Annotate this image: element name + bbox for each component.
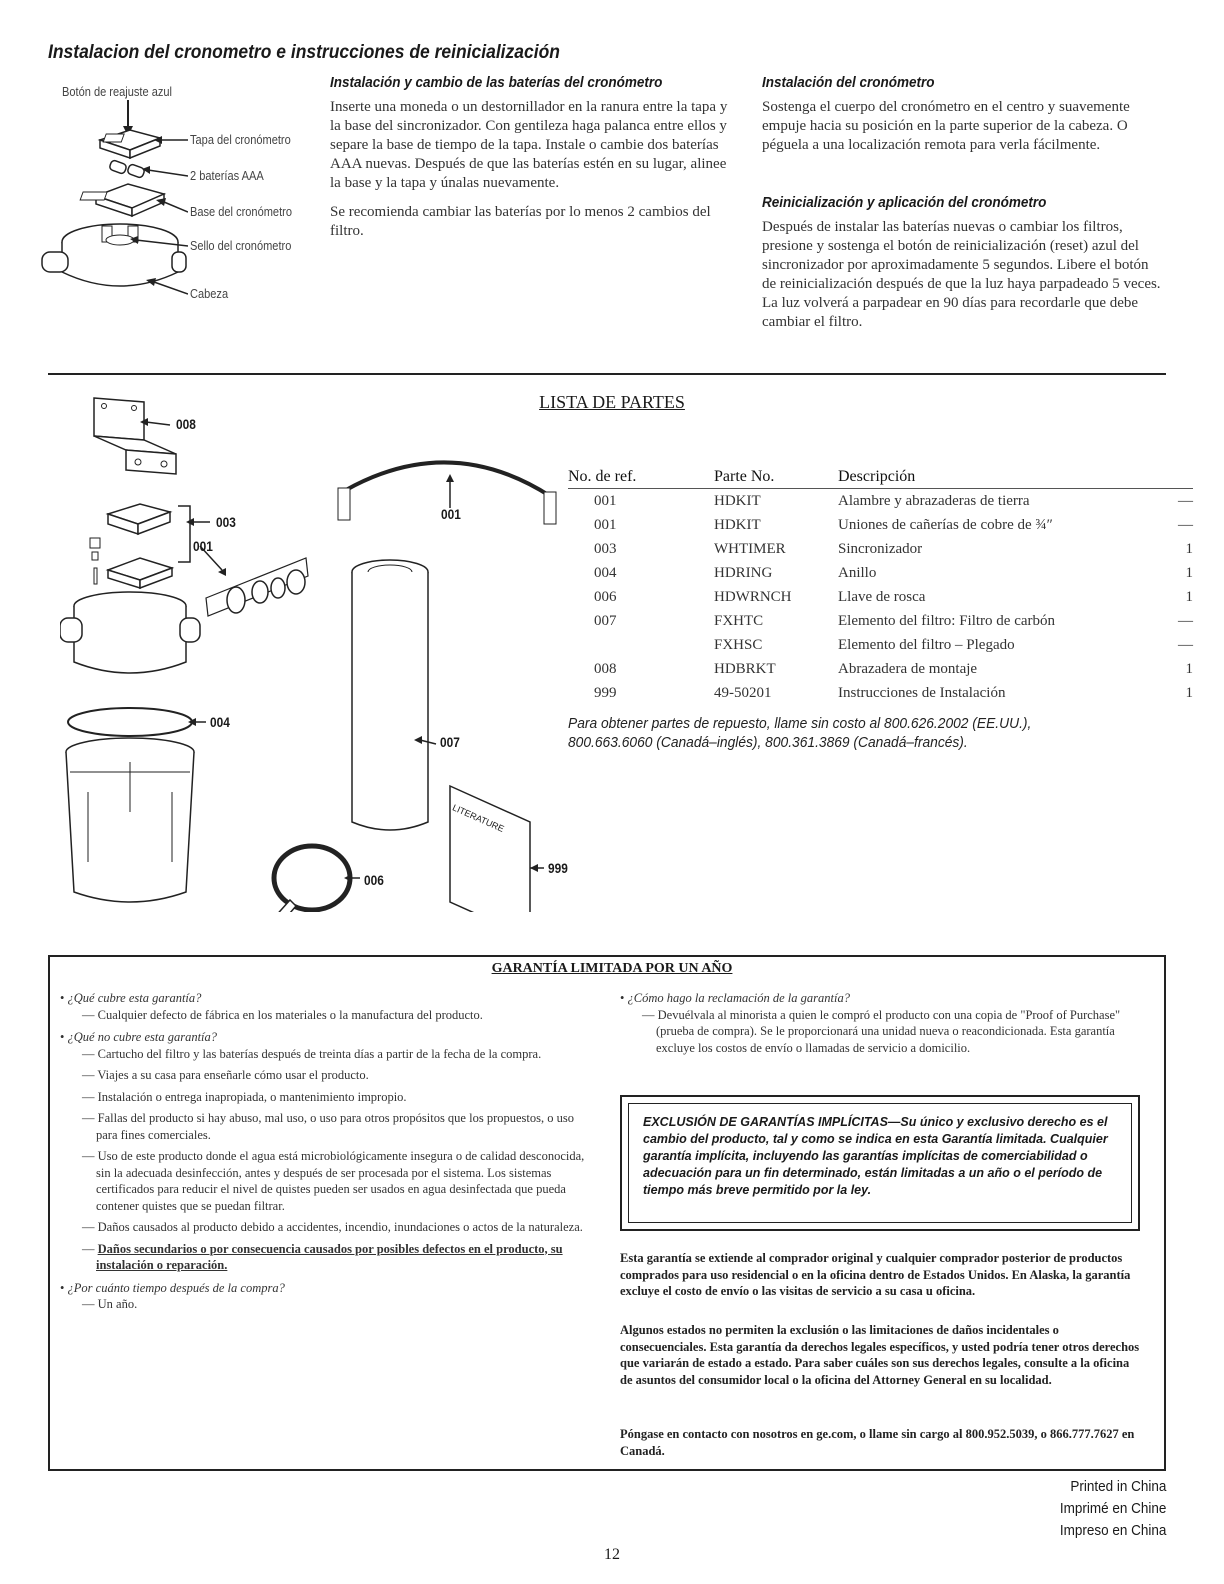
ref-no: 008 [594,660,617,677]
warranty-a4: — Devuélvala al minorista a quien le compró el producto con una copia de "Proof of Purchase"(prueba de compra). Se le proporcionará una unidad nueva o reacondicionada. Esta garantía excluye los costos de envío o llamadas de servicio a domicilio. [642,1007,1121,1055]
warranty-left-column [60,990,590,1313]
description: Uniones de cañerías de cobre de ¾″ [838,516,1053,533]
callout-004: 004 [210,714,230,730]
battery-section-text [330,98,740,241]
not-covered-item: — Instalación o entrega inapropiada, o mantenimiento impropio. [82,1089,407,1104]
qty: — [1178,612,1193,629]
qty: 1 [1185,660,1193,677]
header-ref-no: No. de ref. [568,468,714,489]
page-number: 12 [604,1546,620,1563]
part-no: HDRING [714,564,773,581]
ref-no: 999 [594,684,617,701]
parts-exploded-drawing [60,392,600,912]
table-row [568,489,1193,514]
callout-006: 006 [364,872,384,888]
table-row [568,585,1193,609]
table-row [568,537,1193,561]
timer-install-text: Sostenga el cuerpo del cronómetro en el centro y suavemente empuje hacia su posición en la parte superior de la cabeza. O péguela a una localización remota para verla fácilmente. [762,99,1130,153]
label-batteries: 2 baterías AAA [190,168,264,183]
table-row [568,609,1193,633]
timer-install-heading: Instalación del cronómetro [762,74,935,91]
callout-008: 008 [176,416,196,432]
implied-warranty-exclusion-box [620,1095,1140,1231]
timer-base-drawing [80,184,164,216]
callout-003: 003 [216,514,236,530]
warranty-a1: — Cualquier defecto de fábrica en los materiales o la manufactura del producto. [82,1007,483,1022]
not-covered-item: — Cartucho del filtro y las baterías después de treinta días a partir de la fecha de la compra. [82,1046,542,1061]
ref-no: 006 [594,588,617,605]
printed-in-notice [1059,1476,1166,1542]
not-covered-item: — Fallas del producto si hay abuso, mal uso, o uso para otros propósitos que los propuestos, o uso para fines comerciales. [82,1111,574,1142]
table-row [568,681,1193,705]
part-no: HDBRKT [714,660,776,677]
table-row [568,633,1193,657]
description: Abrazadera de montaje [838,660,978,677]
filter-head-drawing [42,224,186,286]
qty: 1 [1185,588,1193,605]
label-reset-button: Botón de reajuste azul [62,84,172,99]
not-covered-item: — Uso de este producto donde el agua está microbiológicamente insegura o de calidad desconocida, sin la adecuada desinfección, antes y después de ser procesada por el sistema. Los sistemas certificados para reducir el nivel de quistes pueden ser usados en agua desinfectada que pueda contener quistes que se puedan filtrar. [82,1149,585,1213]
ref-no: 001 [594,492,617,509]
description: Llave de rosca [838,588,926,605]
battery-para-2: Se recomienda cambiar las baterías por lo menos 2 cambios del filtro. [330,204,711,239]
bullet-icon: • [60,1280,68,1295]
section-divider [48,373,1166,375]
bullet-icon: • [60,991,68,1005]
description: Anillo [838,564,877,581]
page-title: Instalacion del cronometro e instrucciones de reinicialización [48,42,560,63]
warranty-right-column [620,990,1140,1056]
label-head: Cabeza [190,286,229,301]
filter-sump-drawing [66,738,194,902]
warranty-q1: ¿Qué cubre esta garantía? [67,991,202,1005]
qty: 1 [1185,540,1193,557]
printed-en: Printed in China [1069,1478,1166,1495]
ref-no: 003 [594,540,617,557]
exclusion-text: —Su único y exclusivo derecho es el cambio del producto, tal y como se indica en esta Garantía limitada. Cualquier garantía implícita, incluyendo las garantías implícitas de comerciabilidad o adecuación para un fin determinado, están limitadas a un año o el período de tiempo más breve permitido por la ley. [643,1115,1108,1197]
description: Instrucciones de Instalación [838,684,1006,701]
part-no: 49-50201 [714,684,772,701]
header-part-no: Parte No. [714,468,838,489]
timer-cap-drawing [100,130,160,158]
filter-cartridge-drawing [352,560,436,830]
part-no: HDWRNCH [714,588,792,605]
qty: — [1178,516,1193,533]
callout-001-fittings: 001 [193,538,213,554]
description: Elemento del filtro: Filtro de carbón [838,612,1056,629]
ref-no: 007 [594,612,617,629]
part-no: WHTIMER [714,540,786,557]
warranty-contact-text: Póngase en contacto con nosotros en ge.com, o llame sin cargo al 800.952.5039, o 866.777.7627 en Canadá. [620,1427,1135,1458]
reset-section-text: Después de instalar las baterías nuevas o cambiar los filtros, presione y sostenga el botón de reinicialización (reset) azul del sincronizador por aproximadamente 5 segundos. Libere el botón de reinicialización después de que la luz haya parpadeado 5 veces. La luz volverá a parpadear en 90 días para recordarle que debe cambiar el filtro. [762,219,1161,330]
exclusion-title: EXCLUSIÓN DE GARANTÍAS IMPLÍCITAS [643,1115,888,1129]
timer-drawing [90,504,210,588]
warranty-extends-text: Esta garantía se extiende al comprador original y cualquier comprador posterior de productos comprados para uso residencial o en la oficina dentro de Estados Unidos. En Alaska, la garantía excluye el costo de envío o las visitas de servicio a su casa u oficina. [620,1251,1131,1298]
qty: 1 [1185,684,1193,701]
qty: — [1178,636,1193,653]
not-covered-item: — Viajes a su casa para enseñarle cómo usar el producto. [82,1068,369,1082]
warranty-q4: ¿Cómo hago la reclamación de la garantía? [627,991,850,1005]
warranty-states-text: Algunos estados no permiten la exclusión o las limitaciones de daños incidentales o consecuenciales. Esta garantía da derechos legales específicos, y usted podría tener otros derechos que variarán de estado a estado. Para saber cuáles son sus derechos legales, consulte a la oficina de asuntos del consumidor local o la oficina del Attorney General en su localidad. [620,1323,1140,1387]
ref-no: 004 [594,564,617,581]
label-timer-cap: Tapa del cronómetro [190,132,291,147]
label-timer-seal: Sello del cronómetro [190,238,292,253]
part-no: FXHTC [714,612,764,629]
part-no: HDKIT [714,492,761,509]
copper-fittings-drawing [200,546,308,616]
qty: — [1178,492,1193,509]
part-no: FXHSC [714,636,763,653]
battery-section-heading: Instalación y cambio de las baterías del cronómetro [330,74,663,91]
printed-es: Impreso en China [1059,1522,1166,1539]
qty: 1 [1185,564,1193,581]
part-no: HDKIT [714,516,761,533]
ref-no: 001 [594,516,617,533]
table-row [568,657,1193,681]
battery-para-1: Inserte una moneda o un destornillador en la ranura entre la tapa y la base del sincronizador. Con gentileza haga palanca entre ellos y separe la base de tiempo de la tapa. Instale o cambie dos baterías AAA nuevas. Después de que las baterías estén en su lugar, alinee la base y la tapa y únalas nuevamente. [330,99,728,191]
bracket-drawing [94,398,176,474]
ref-no [568,633,714,657]
replacement-parts-phone-note: Para obtener partes de repuesto, llame sin costo al 800.626.2002 (EE.UU.), 800.663.6060 (Canadá–inglés), 800.361.3869 (Canadá–francés). [568,715,1032,751]
parts-table-header [568,468,1193,489]
o-ring-drawing [68,708,206,736]
warranty-q2: ¿Qué no cubre esta garantía? [67,1030,218,1044]
exclusion-text-block [628,1103,1132,1223]
not-covered-item: — Daños causados al producto debido a accidentes, incendio, inundaciones o actos de la naturaleza. [82,1220,583,1234]
printed-fr: Imprimé en Chine [1059,1500,1166,1517]
warranty-a3: — Un año. [82,1297,138,1311]
callout-007: 007 [440,734,460,750]
callout-001-wire: 001 [441,506,461,522]
reset-section-heading: Reinicialización y aplicación del cronómetro [762,194,1047,211]
description: Sincronizador [838,540,923,557]
callout-999: 999 [548,860,568,876]
literature-booklet-drawing [450,786,544,912]
warranty-title: GARANTÍA LIMITADA POR UN AÑO [491,961,733,976]
bullet-icon: • [60,1030,68,1044]
batteries-drawing [109,160,145,179]
wrench-drawing [238,846,360,912]
header-qty [1163,468,1193,489]
label-timer-base: Base del cronómetro [190,204,292,219]
header-description: Descripción [838,468,1163,489]
secondary-damage-text: Daños secundarios o por consecuencia causados por posibles defectos en el producto, su instalación o reparación. [96,1241,563,1272]
warranty-q3: ¿Por cuánto tiempo después de la compra? [67,1280,285,1295]
bullet-icon: • [620,991,628,1005]
secondary-damage-item: — Daños secundarios o por consecuencia causados por posibles defectos en el producto, su instalación o reparación. [82,1241,563,1272]
parts-list-title: LISTA DE PARTES [539,392,685,412]
filter-housing-head-drawing [60,592,200,673]
literature-label: LITERATURE [450,802,506,835]
description: Alambre y abrazaderas de tierra [838,492,1030,509]
timer-exploded-diagram [38,96,188,316]
table-row [568,561,1193,585]
parts-table [568,468,1193,705]
table-row [568,513,1193,537]
description: Elemento del filtro – Plegado [838,636,1015,653]
